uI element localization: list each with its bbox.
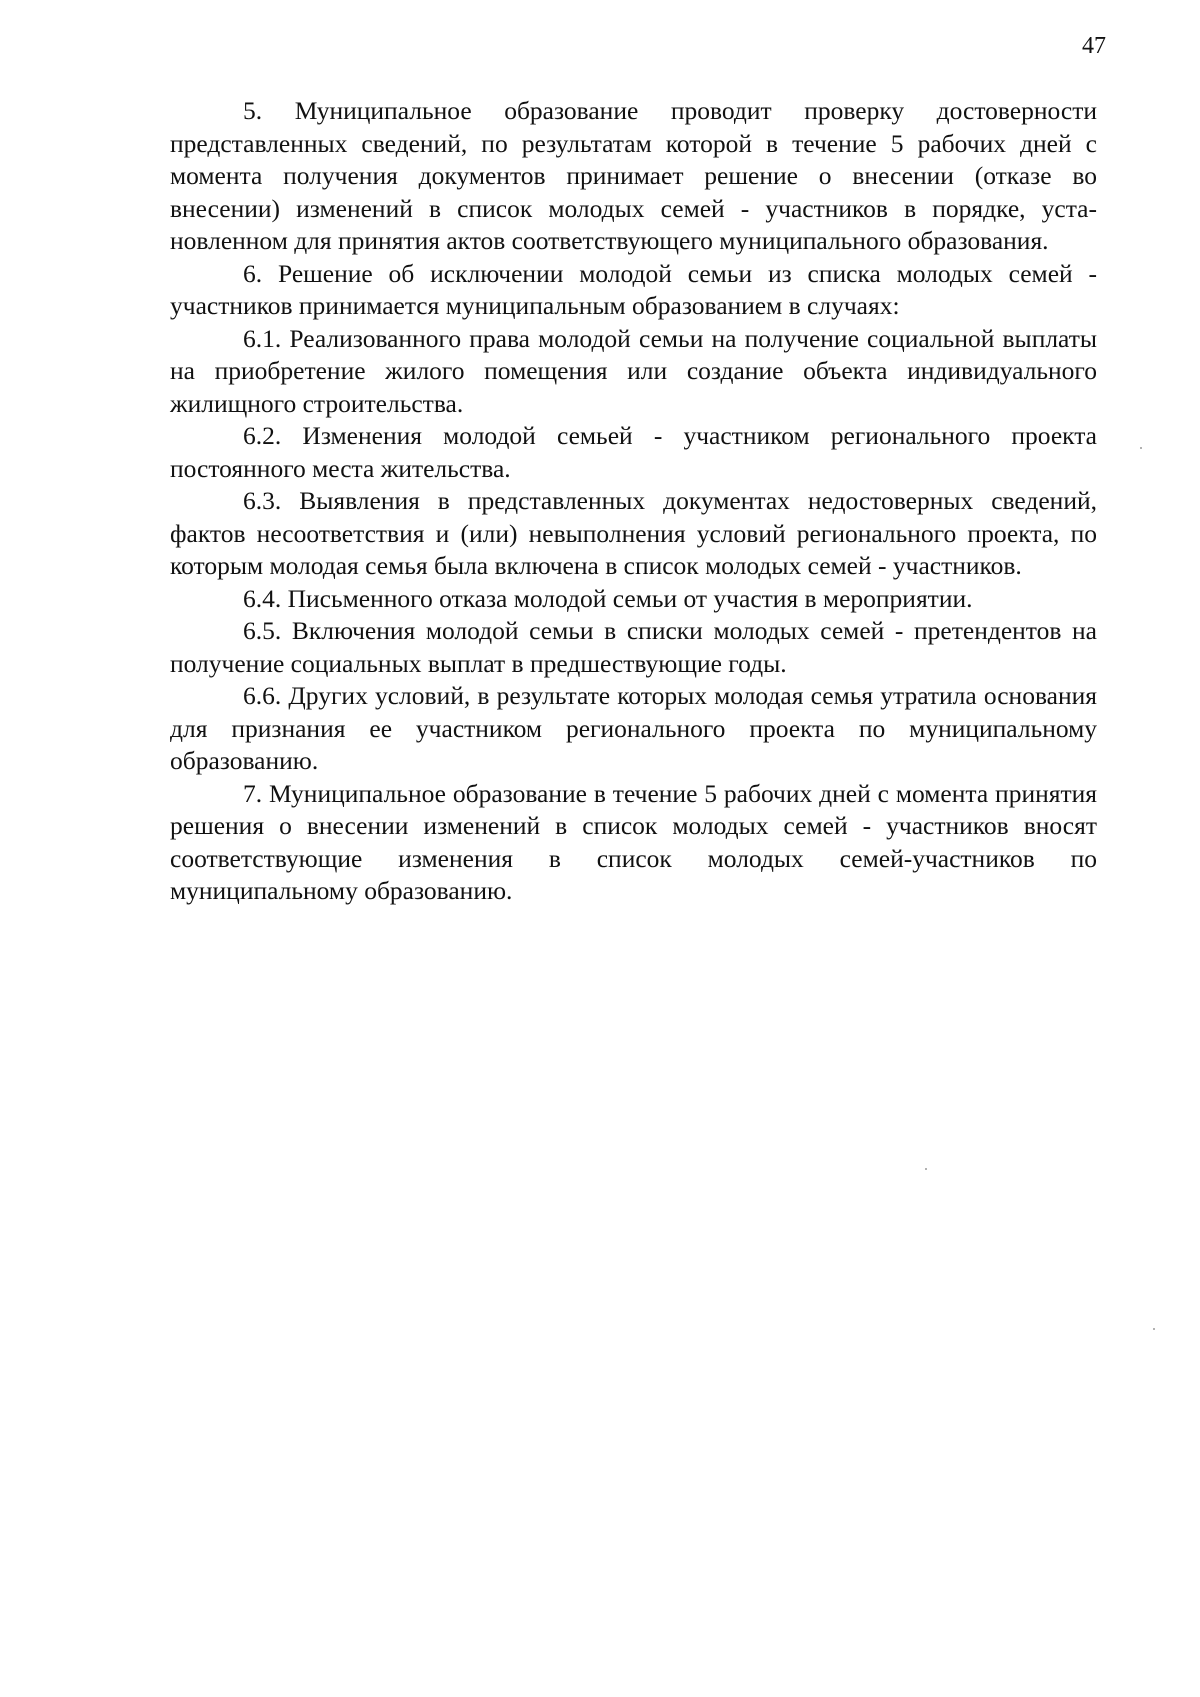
paragraph-7: 7. Муниципальное образование в течение 5 рабочих дней с момента принятия решения о внесении изменений в список молодых семей - участников вносят соответствующие изменения в список молодых семей-участников по муниципальному образованию.: [170, 778, 1097, 905]
paragraph-6-6: 6.6. Других условий, в результате которых молодая семья утратила основания для признания ее участником регионального проекта по муниципальному образованию.: [170, 681, 1097, 775]
document-body: [170, 95, 1097, 908]
paragraph-6-5: 6.5. Включения молодой семьи в списки молодых семей - претендентов на получение социальных выплат в предшествующие годы.: [170, 616, 1097, 678]
paragraph-5: 5. Муниципальное образование проводит проверку достоверности представленных сведений, по результатам которой в течение 5 рабочих дней с момента получения документов принимает решение о внесении (отказе во внесении) изменений в список молодых семей - участников в порядке, установленном для принятия актов соответствующего муниципального образования.: [170, 96, 1097, 255]
page-number: 47: [1082, 33, 1106, 59]
scan-speck: [1153, 1328, 1155, 1330]
paragraph-6-2: 6.2. Изменения молодой семьей - участником регионального проекта постоянного места жительства.: [170, 421, 1097, 483]
paragraph-6-1: 6.1. Реализованного права молодой семьи на получение социальной выплаты на приобретение жилого помещения или создание объекта индивидуального жилищного строительства.: [170, 323, 1097, 418]
paragraph-6-4: 6.4. Письменного отказа молодой семьи от участия в мероприятии.: [243, 583, 973, 613]
paragraph-6-3: 6.3. Выявления в представленных документах недостоверных сведений, фактов несоответствия и (или) невыполнения условий регионального проекта, по которым молодая семья была включена в список молодых семей - участников.: [170, 486, 1097, 580]
scan-speck: [925, 1168, 927, 1170]
scan-speck: [1140, 447, 1142, 449]
paragraph-6: 6. Решение об исключении молодой семьи из списка молодых семей - участников принимается муниципальным образованием в случаях:: [170, 258, 1097, 320]
